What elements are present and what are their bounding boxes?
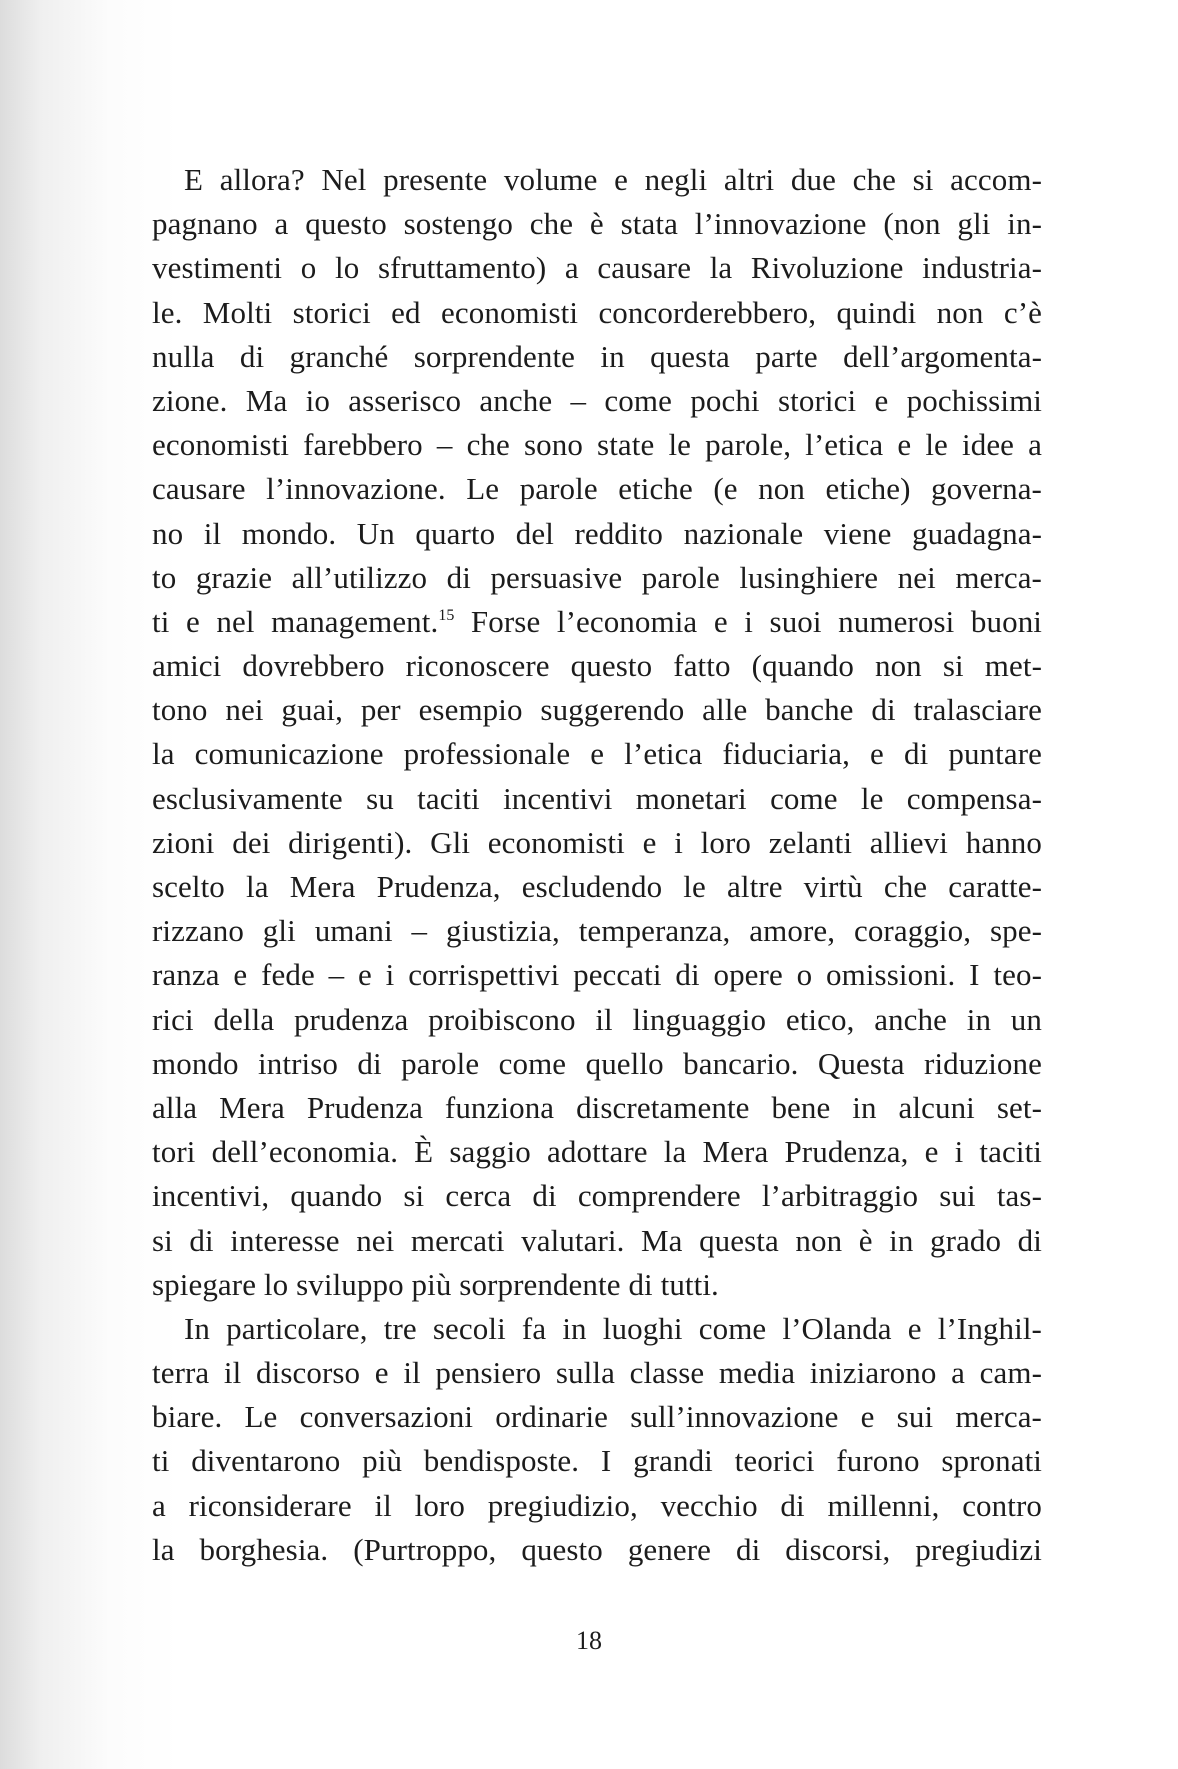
text-line: biare. Le conversazioni ordinarie sull’innovazione e sui merca- xyxy=(152,1399,1042,1435)
text-line: mondo intriso di parole come quello bancario. Questa riduzione xyxy=(152,1045,1042,1081)
paragraph-1 xyxy=(152,158,1042,1307)
text-line-with-footnote xyxy=(152,600,1042,644)
text-line: le. Molti storici ed economisti concorderebbero, quindi non c’è xyxy=(152,294,1042,330)
body-text xyxy=(152,158,1042,1572)
text-line: la comunicazione professionale e l’etica fiduciaria, e di puntare xyxy=(152,736,1042,772)
text-line: economisti farebbero – che sono state le parole, l’etica e le idee a xyxy=(152,427,1042,463)
footnote-reference[interactable]: 15 xyxy=(438,606,455,624)
text-line: incentivi, quando si cerca di comprendere l’arbitraggio sui tas- xyxy=(152,1178,1042,1214)
text-line: E allora? Nel presente volume e negli altri due che si accom- xyxy=(184,162,1042,197)
text-line: ranza e fede – e i corrispettivi peccati di opere o omissioni. I teo- xyxy=(152,957,1042,993)
text-line: In particolare, tre secoli fa in luoghi come l’Olanda e l’Inghil- xyxy=(184,1310,1042,1346)
text-line: rizzano gli umani – giustizia, temperanza, amore, coraggio, spe- xyxy=(152,913,1042,949)
text-line: tori dell’economia. È saggio adottare la Mera Prudenza, e i taciti xyxy=(152,1134,1042,1170)
paragraph-2 xyxy=(152,1307,1042,1572)
text-line: tono nei guai, per esempio suggerendo alle banche di tralasciare xyxy=(152,692,1042,728)
text-line: causare l’innovazione. Le parole etiche (e non etiche) governa- xyxy=(152,471,1042,507)
text-line: spiegare lo sviluppo più sorprendente di tutti. xyxy=(152,1266,719,1302)
text-line: la borghesia. (Purtroppo, questo genere di discorsi, pregiudizi xyxy=(152,1531,1042,1567)
text-line: alla Mera Prudenza funziona discretamente bene in alcuni set- xyxy=(152,1089,1042,1125)
text-fragment: ti e nel management. xyxy=(152,603,439,639)
text-line: ti diventarono più bendisposte. I grandi teorici furono spronati xyxy=(152,1443,1042,1479)
text-line: vestimenti o lo sfruttamento) a causare la Rivoluzione industria- xyxy=(152,250,1042,286)
text-line: to grazie all’utilizzo di persuasive parole lusinghiere nei merca- xyxy=(152,559,1042,595)
text-line: a riconsiderare il loro pregiudizio, vecchio di millenni, contro xyxy=(152,1487,1042,1523)
page-number: 18 xyxy=(576,1626,602,1655)
text-line: amici dovrebbero riconoscere questo fatto (quando non si met- xyxy=(152,648,1042,684)
text-line: no il mondo. Un quarto del reddito nazionale viene guadagna- xyxy=(152,515,1042,551)
text-line: nulla di granché sorprendente in questa parte dell’argomenta- xyxy=(152,338,1042,374)
text-line: si di interesse nei mercati valutari. Ma questa non è in grado di xyxy=(152,1222,1042,1258)
text-line: pagnano a questo sostengo che è stata l’innovazione (non gli in- xyxy=(152,206,1042,242)
text-line: terra il discorso e il pensiero sulla classe media iniziarono a cam- xyxy=(152,1355,1042,1391)
text-line: zioni dei dirigenti). Gli economisti e i loro zelanti allievi hanno xyxy=(152,824,1042,860)
text-line: rici della prudenza proibiscono il linguaggio etico, anche in un xyxy=(152,1001,1042,1037)
text-line: esclusivamente su taciti incentivi monetari come le compensa- xyxy=(152,780,1042,816)
text-fragment: Forse l’economia e i suoi numerosi buoni xyxy=(454,603,1043,639)
text-line: scelto la Mera Prudenza, escludendo le altre virtù che caratte- xyxy=(152,869,1042,904)
text-line: zione. Ma io asserisco anche – come pochi storici e pochissimi xyxy=(152,382,1042,418)
